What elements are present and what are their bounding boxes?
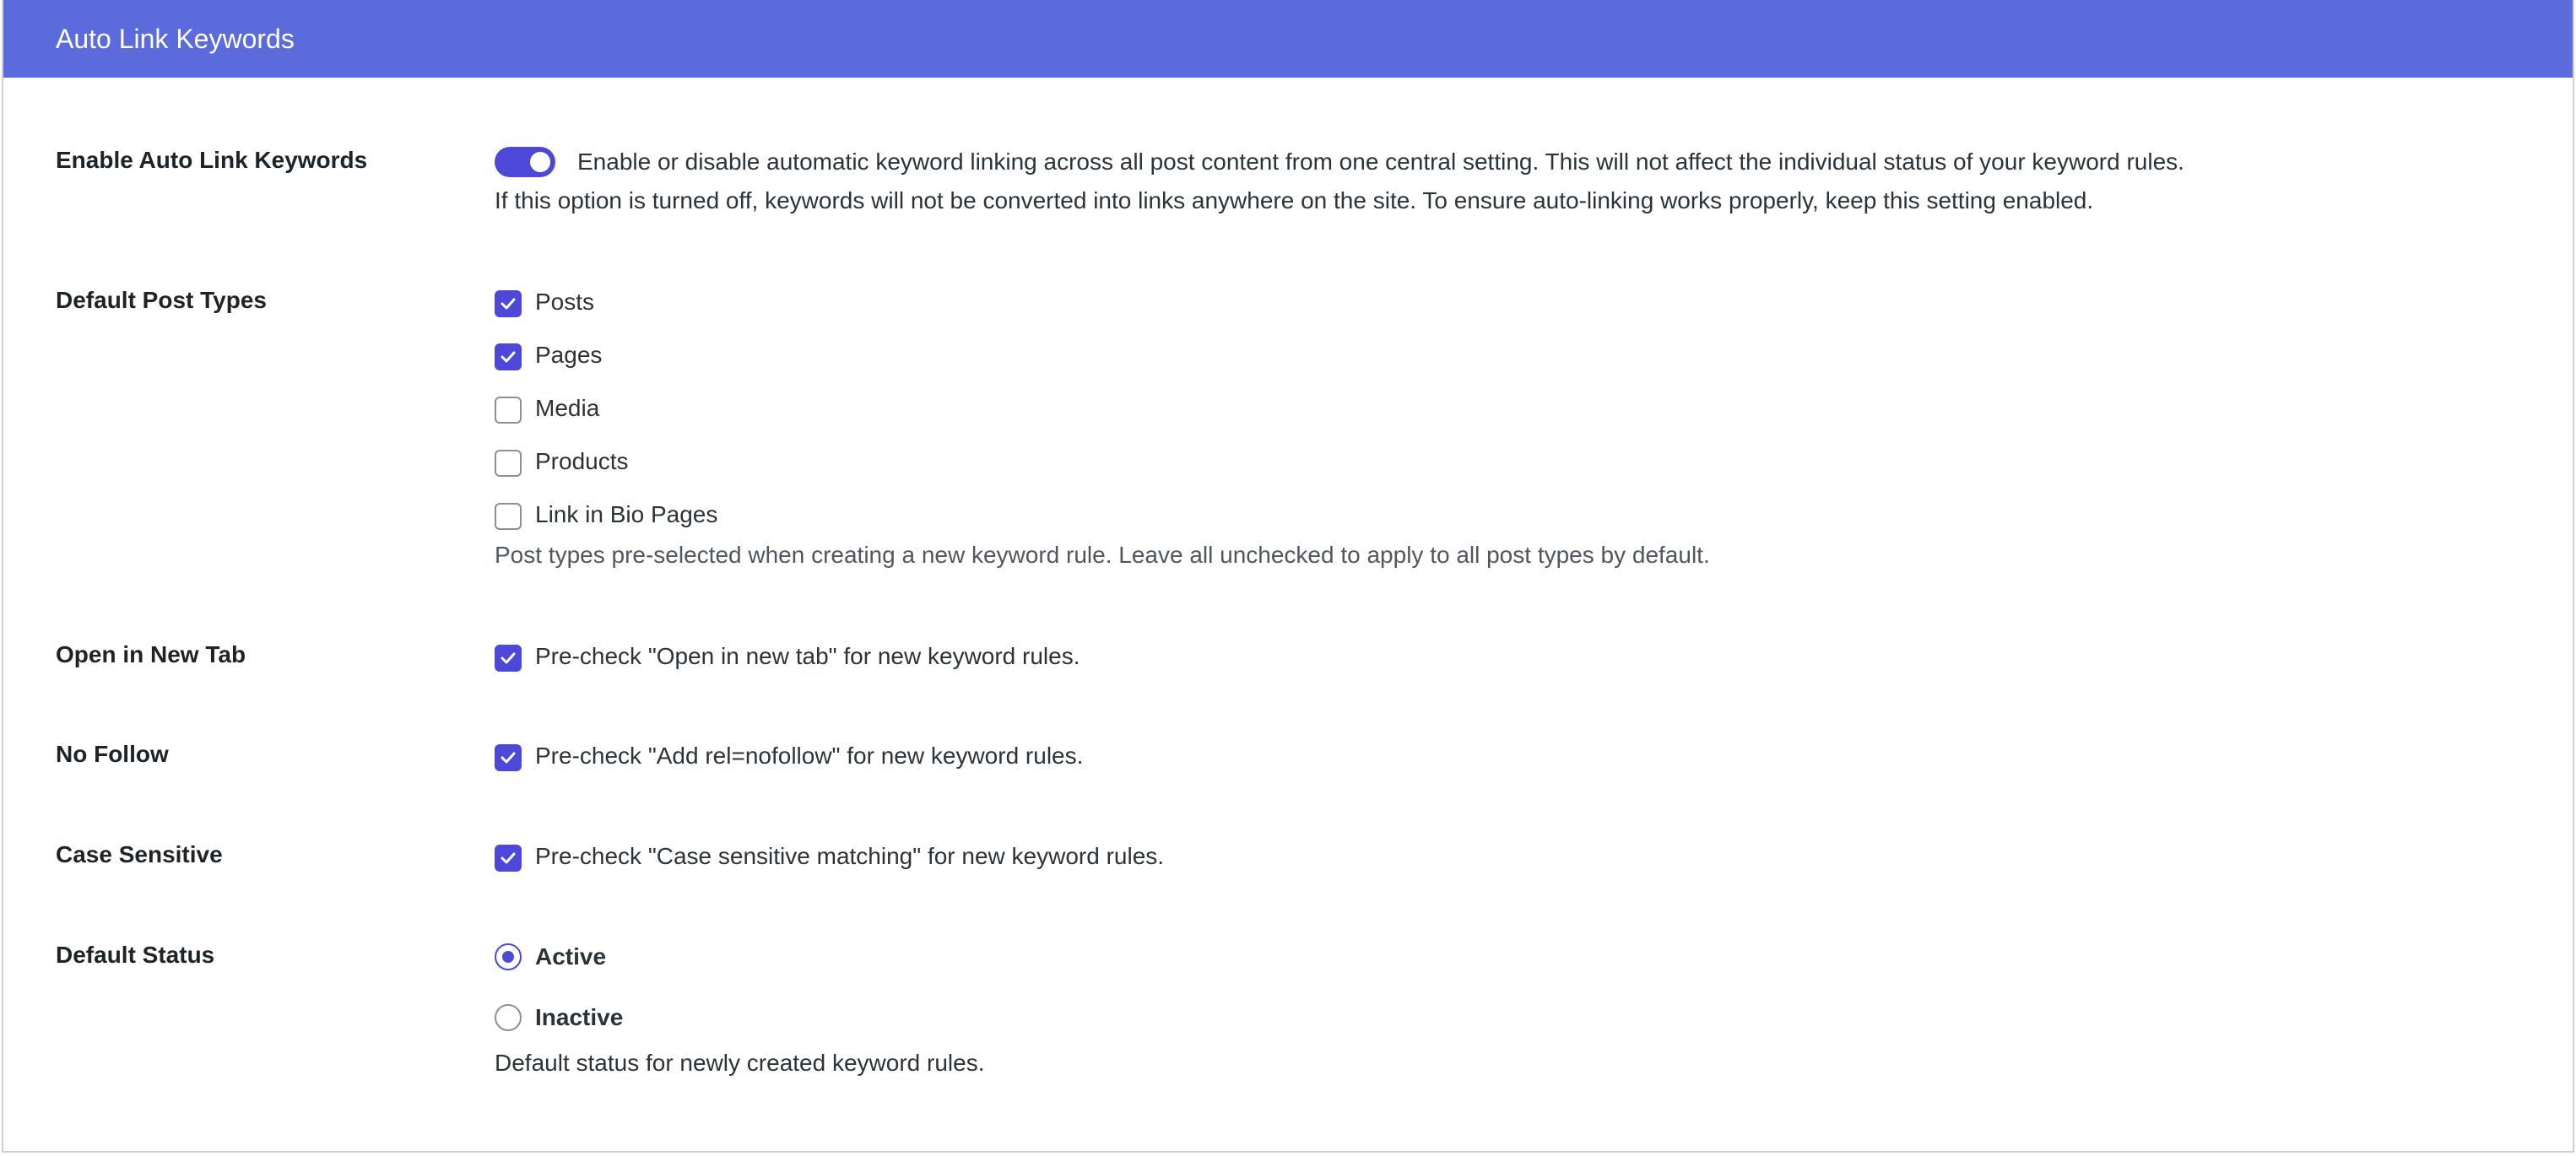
case-sensitive-label: Case Sensitive bbox=[56, 841, 223, 867]
media-checkbox[interactable] bbox=[495, 397, 522, 424]
check-icon bbox=[501, 751, 516, 764]
enable-inline-desc: Enable or disable automatic keyword linking across all post content from one central setting. This will not affect the individual status of your keyword rules. bbox=[577, 149, 2184, 175]
posts-checkbox[interactable] bbox=[495, 290, 522, 317]
posts-label: Posts bbox=[535, 289, 595, 315]
check-icon bbox=[501, 297, 516, 311]
post-types-desc: Post types pre-selected when creating a new keyword rule. Leave all unchecked to apply to all post types by default. bbox=[495, 542, 1710, 568]
panel-title: Auto Link Keywords bbox=[3, 0, 2573, 78]
settings-panel bbox=[2, 0, 2574, 1153]
products-label: Products bbox=[535, 448, 629, 474]
check-icon bbox=[501, 651, 516, 665]
link-in-bio-checkbox[interactable] bbox=[495, 503, 522, 530]
enable-desc: If this option is turned off, keywords will not be converted into links anywhere on the site. To ensure auto-linking works properly, keep this setting enabled. bbox=[495, 187, 2094, 213]
check-icon bbox=[501, 350, 516, 364]
enable-label: Enable Auto Link Keywords bbox=[56, 147, 368, 173]
status-label: Default Status bbox=[56, 942, 215, 968]
status-desc: Default status for newly created keyword rules. bbox=[495, 1050, 985, 1076]
inactive-radio[interactable] bbox=[495, 1004, 522, 1031]
case-sensitive-checkbox[interactable] bbox=[495, 845, 522, 872]
enable-toggle[interactable] bbox=[495, 147, 555, 177]
active-label: Active bbox=[535, 943, 607, 970]
products-checkbox[interactable] bbox=[495, 450, 522, 477]
toggle-knob bbox=[530, 152, 550, 172]
radio-dot bbox=[502, 951, 514, 963]
post-types-label: Default Post Types bbox=[56, 287, 267, 313]
new-tab-option-label: Pre-check "Open in new tab" for new keyword rules. bbox=[535, 643, 1080, 669]
nofollow-checkbox[interactable] bbox=[495, 744, 522, 771]
check-icon bbox=[501, 851, 516, 865]
new-tab-label: Open in New Tab bbox=[56, 641, 246, 667]
new-tab-checkbox[interactable] bbox=[495, 645, 522, 672]
link-in-bio-label: Link in Bio Pages bbox=[535, 501, 718, 527]
nofollow-option-label: Pre-check "Add rel=nofollow" for new keyword rules. bbox=[535, 743, 1084, 769]
active-radio[interactable] bbox=[495, 943, 522, 970]
inactive-label: Inactive bbox=[535, 1004, 624, 1030]
media-label: Media bbox=[535, 395, 600, 421]
pages-checkbox[interactable] bbox=[495, 343, 522, 370]
case-sensitive-option-label: Pre-check "Case sensitive matching" for new keyword rules. bbox=[535, 843, 1165, 869]
nofollow-label: No Follow bbox=[56, 741, 169, 767]
pages-label: Pages bbox=[535, 342, 603, 368]
